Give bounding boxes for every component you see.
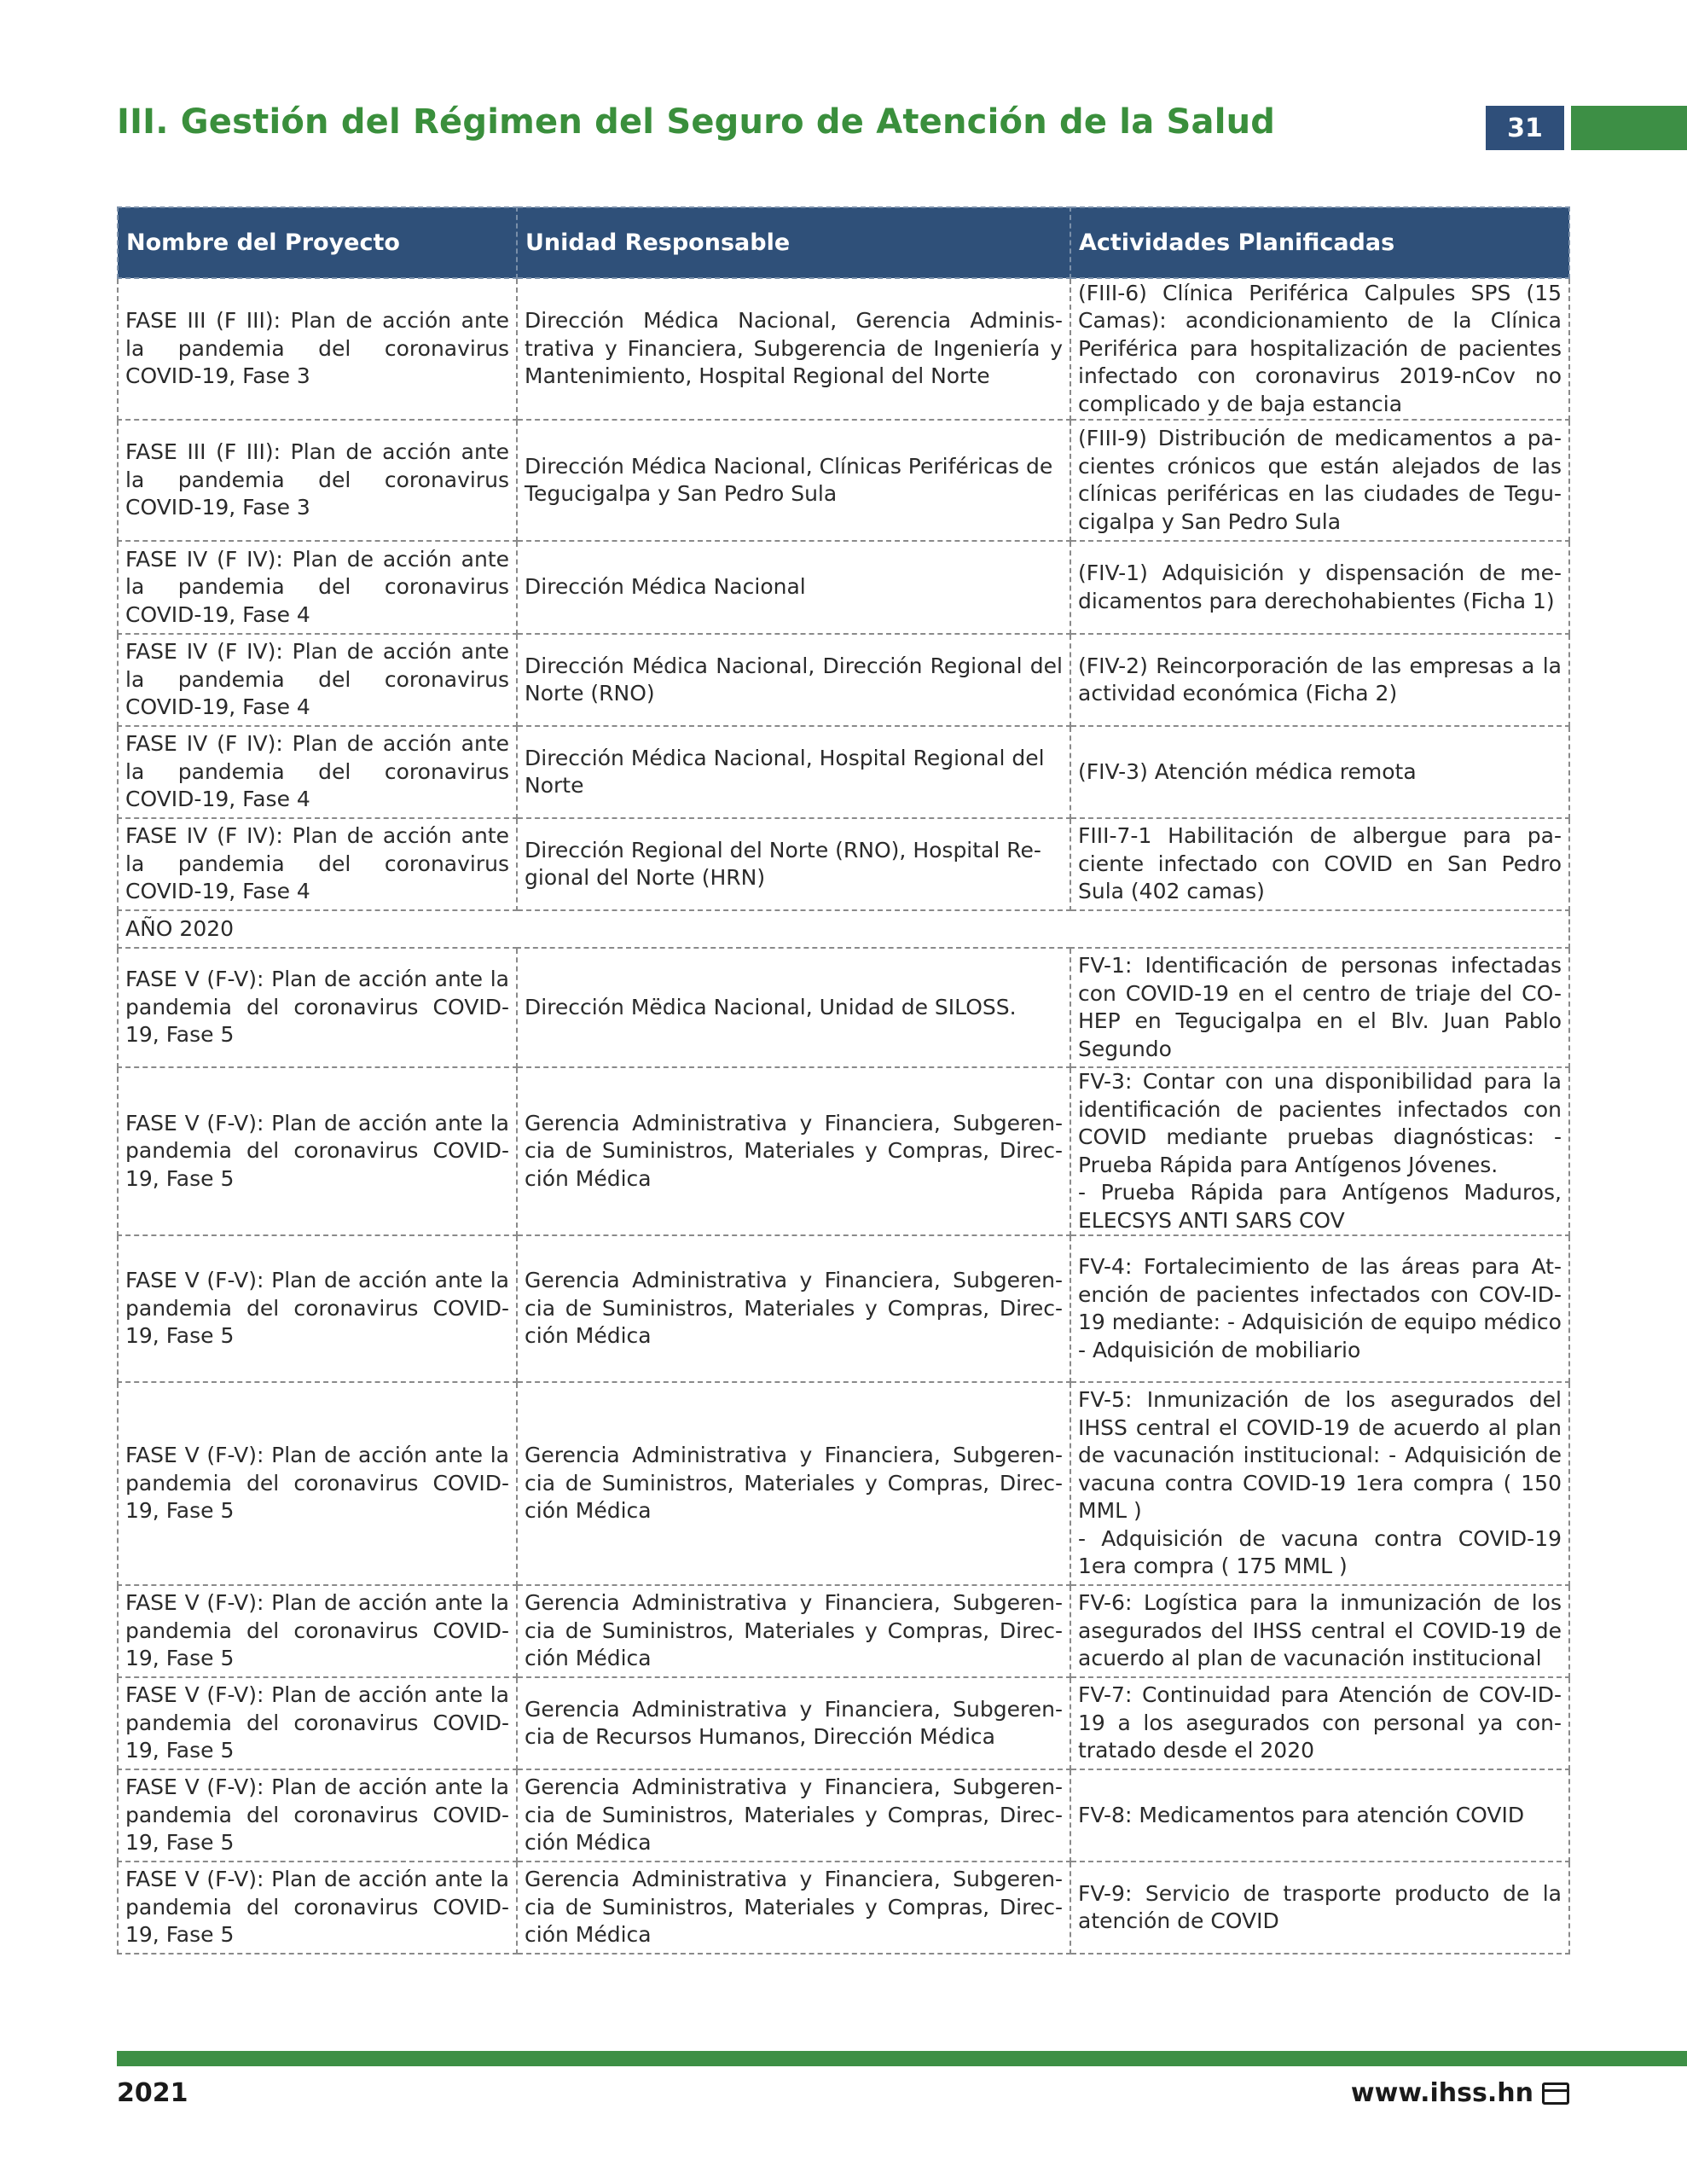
table-row <box>118 1769 1569 1862</box>
footer-year: 2021 <box>117 2078 188 2108</box>
column-header-responsible-unit: Unidad Responsable <box>517 207 1070 278</box>
activity-cell: (FIV-2) Reincorporación de las empresas a la actividad económica (Ficha 2) <box>1070 634 1569 726</box>
responsible-unit-cell: Dirección Médica Nacional, Clínicas Periféricas de Tegucigalpa y San Pedro Sula <box>517 420 1070 541</box>
project-name-cell: FASE IV (F IV): Plan de acción ante la pandemia del coronavirus COVID-19, Fase 4 <box>118 634 517 726</box>
responsible-unit-cell: Gerencia Administrativa y Financiera, Subgeren-cia de Suministros, Materiales y Compras, Direc-ción Médica <box>517 1769 1070 1862</box>
project-name-cell: FASE V (F-V): Plan de acción ante la pandemia del coronavirus COVID-19, Fase 5 <box>118 1382 517 1585</box>
table-row <box>118 541 1569 634</box>
project-name-cell: FASE V (F-V): Plan de acción ante la pandemia del coronavirus COVID-19, Fase 5 <box>118 1235 517 1382</box>
header-accent-bar <box>1571 106 1687 150</box>
page-number: 31 <box>1486 106 1564 150</box>
responsible-unit-cell: Dirección Médica Nacional <box>517 541 1070 634</box>
activity-cell: FV-7: Continuidad para Atención de COV-ID-19 a los asegurados con personal ya con-tratado desde el 2020 <box>1070 1677 1569 1769</box>
table-row <box>118 726 1569 818</box>
table-row <box>118 1235 1569 1382</box>
table-row <box>118 818 1569 910</box>
table-row <box>118 278 1569 420</box>
project-name-cell: FASE V (F-V): Plan de acción ante la pandemia del coronavirus COVID-19, Fase 5 <box>118 1585 517 1677</box>
project-name-cell: FASE V (F-V): Plan de acción ante la pandemia del coronavirus COVID-19, Fase 5 <box>118 1067 517 1235</box>
table-row <box>118 1862 1569 1954</box>
table-row <box>118 1067 1569 1235</box>
project-name-cell: FASE V (F-V): Plan de acción ante la pandemia del coronavirus COVID-19, Fase 5 <box>118 948 517 1067</box>
responsible-unit-cell: Dirección Médica Nacional, Hospital Regional del Norte <box>517 726 1070 818</box>
activity-cell: FV-8: Medicamentos para atención COVID <box>1070 1769 1569 1862</box>
activity-cell: FV-5: Inmunización de los asegurados del IHSS central el COVID-19 de acuerdo al plan de vacunación institucional: - Adquisición de vacuna contra COVID-19 1era compra ( 150 MML ) - Adquisición de vacuna contra COVID-19 1era compra ( 175 MML ) <box>1070 1382 1569 1585</box>
activity-cell: (FIV-3) Atención médica remota <box>1070 726 1569 818</box>
activity-cell: FIII-7-1 Habilitación de albergue para pa-ciente infectado con COVID en San Pedro Sula (402 camas) <box>1070 818 1569 910</box>
footer-bar <box>117 2051 1687 2066</box>
activity-cell: FV-6: Logística para la inmunización de los asegurados del IHSS central el COVID-19 de acuerdo al plan de vacunación institucional <box>1070 1585 1569 1677</box>
activity-cell: FV-9: Servicio de trasporte producto de la atención de COVID <box>1070 1862 1569 1954</box>
year-row <box>118 910 1569 948</box>
table-header-row <box>118 207 1569 278</box>
responsible-unit-cell: Dirección Médica Nacional, Dirección Regional del Norte (RNO) <box>517 634 1070 726</box>
project-name-cell: FASE IV (F IV): Plan de acción ante la pandemia del coronavirus COVID-19, Fase 4 <box>118 726 517 818</box>
table-row <box>118 1382 1569 1585</box>
website-url: www.ihss.hn <box>1350 2078 1533 2108</box>
responsible-unit-cell: Gerencia Administrativa y Financiera, Subgeren-cia de Suministros, Materiales y Compras, Direc-ción Médica <box>517 1585 1070 1677</box>
activity-cell: (FIV-1) Adquisición y dispensación de me-dicamentos para derechohabientes (Ficha 1) <box>1070 541 1569 634</box>
responsible-unit-cell: Dirección Médica Nacional, Gerencia Adminis-trativa y Financiera, Subgerencia de Ingeniería y Mantenimiento, Hospital Regional del Norte <box>517 278 1070 420</box>
browser-window-icon <box>1542 2082 1569 2105</box>
table-row <box>118 1677 1569 1769</box>
year-label: AÑO 2020 <box>118 910 1569 948</box>
project-name-cell: FASE IV (F IV): Plan de acción ante la pandemia del coronavirus COVID-19, Fase 4 <box>118 818 517 910</box>
project-name-cell: FASE IV (F IV): Plan de acción ante la pandemia del coronavirus COVID-19, Fase 4 <box>118 541 517 634</box>
table-row <box>118 1585 1569 1677</box>
table-row <box>118 634 1569 726</box>
responsible-unit-cell: Gerencia Administrativa y Financiera, Subgeren-cia de Suministros, Materiales y Compras, Direc-ción Médica <box>517 1067 1070 1235</box>
project-name-cell: FASE III (F III): Plan de acción ante la pandemia del coronavirus COVID-19, Fase 3 <box>118 278 517 420</box>
responsible-unit-cell: Gerencia Administrativa y Financiera, Subgeren-cia de Recursos Humanos, Dirección Médica <box>517 1677 1070 1769</box>
responsible-unit-cell: Gerencia Administrativa y Financiera, Subgeren-cia de Suministros, Materiales y Compras, Direc-ción Médica <box>517 1235 1070 1382</box>
column-header-project-name: Nombre del Proyecto <box>118 207 517 278</box>
activity-cell: FV-4: Fortalecimiento de las áreas para At-ención de pacientes infectados con COV-ID-19 mediante: - Adquisición de equipo médico - Adquisición de mobiliario <box>1070 1235 1569 1382</box>
table-row <box>118 948 1569 1067</box>
activity-cell: (FIII-9) Distribución de medicamentos a pa-cientes crónicos que están alejados de las clínicas periféricas en las ciudades de Tegu-cigalpa y San Pedro Sula <box>1070 420 1569 541</box>
projects-table <box>117 206 1570 1955</box>
project-name-cell: FASE III (F III): Plan de acción ante la pandemia del coronavirus COVID-19, Fase 3 <box>118 420 517 541</box>
activity-cell: (FIII-6) Clínica Periférica Calpules SPS (15 Camas): acondicionamiento de la Clínica Periférica para hospitalización de pacientes infectado con coronavirus 2019-nCov no complicado y de baja estancia <box>1070 278 1569 420</box>
responsible-unit-cell: Dirección Mëdica Nacional, Unidad de SILOSS. <box>517 948 1070 1067</box>
column-header-planned-activities: Actividades Planificadas <box>1070 207 1569 278</box>
responsible-unit-cell: Gerencia Administrativa y Financiera, Subgeren-cia de Suministros, Materiales y Compras, Direc-ción Médica <box>517 1862 1070 1954</box>
project-name-cell: FASE V (F-V): Plan de acción ante la pandemia del coronavirus COVID-19, Fase 5 <box>118 1677 517 1769</box>
responsible-unit-cell: Gerencia Administrativa y Financiera, Subgeren-cia de Suministros, Materiales y Compras, Direc-ción Médica <box>517 1382 1070 1585</box>
activity-cell: FV-1: Identificación de personas infectadas con COVID-19 en el centro de triaje del CO-HEP en Tegucigalpa en el Blv. Juan Pablo Segundo <box>1070 948 1569 1067</box>
page-title: III. Gestión del Régimen del Seguro de Atención de la Salud <box>117 102 1276 142</box>
footer-website <box>1351 2078 1569 2108</box>
project-name-cell: FASE V (F-V): Plan de acción ante la pandemia del coronavirus COVID-19, Fase 5 <box>118 1769 517 1862</box>
table-row <box>118 420 1569 541</box>
project-name-cell: FASE V (F-V): Plan de acción ante la pandemia del coronavirus COVID-19, Fase 5 <box>118 1862 517 1954</box>
activity-cell: FV-3: Contar con una disponibilidad para la identificación de pacientes infectados con COVID mediante pruebas diagnósticas: - Prueba Rápida para Antígenos Jóvenes. - Prueba Rápida para Antígenos Maduros, ELECSYS ANTI SARS COV <box>1070 1067 1569 1235</box>
responsible-unit-cell: Dirección Regional del Norte (RNO), Hospital Re-gional del Norte (HRN) <box>517 818 1070 910</box>
